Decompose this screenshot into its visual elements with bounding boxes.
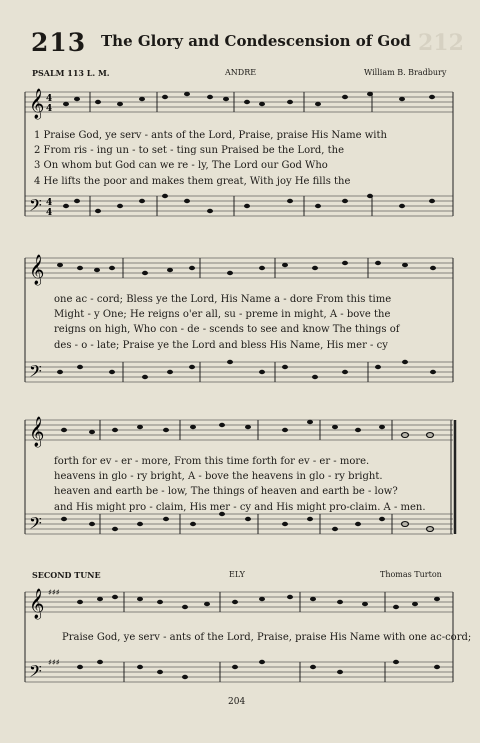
- hymn-title: The Glory and Condescension of God: [101, 32, 411, 50]
- lyric-line: reigns on high, Who con - de - scends to see and know The things of: [54, 324, 400, 336]
- verse-lyrics-system-2: [54, 292, 399, 353]
- lyric-line: 4 He lifts the poor and makes them great, With joy He fills the: [34, 175, 351, 187]
- svg-text:𝄢: 𝄢: [29, 513, 42, 537]
- second-tune-lyrics: [62, 630, 471, 645]
- second-tune-label: SECOND TUNE: [32, 570, 101, 580]
- lyric-line: heaven and earth be - low, The things of heaven and earth be - low?: [54, 486, 398, 498]
- lyric-line: Might - y One; He reigns o'er all, su - preme in might, A - bove the: [54, 309, 391, 321]
- lyric-line: forth for ev - er - more, From this time forth for ev - er - more.: [54, 456, 370, 467]
- lyric-line: heavens in glo - ry bright, A - bove the heavens in glo - ry bright.: [54, 471, 383, 483]
- svg-text:♯♯♯: ♯♯♯: [48, 588, 60, 597]
- composer-name: William B. Bradbury: [364, 68, 447, 77]
- lyric-line: 1 Praise God, ye serv - ants of the Lord, Praise, praise His Name with: [34, 130, 387, 141]
- second-tune-name: ELY: [229, 570, 245, 579]
- svg-text:4: 4: [46, 198, 53, 208]
- svg-text:♯♯♯: ♯♯♯: [48, 658, 60, 667]
- svg-text:𝄞: 𝄞: [29, 255, 45, 285]
- lyric-line: 3 On whom but God can we re - ly, The Lord our God Who: [34, 160, 328, 172]
- verse-lyrics-system-3: [54, 454, 426, 515]
- bleed-through-number: 212: [418, 30, 464, 56]
- lyric-line: des - o - late; Praise ye the Lord and bless His Name, His mer - cy: [54, 339, 388, 351]
- page-number: 204: [228, 697, 246, 707]
- lyric-line: 2 From ris - ing un - to set - ting sun Praised be the Lord, the: [34, 145, 345, 157]
- svg-text:4: 4: [46, 94, 53, 104]
- svg-text:𝄢: 𝄢: [29, 361, 42, 385]
- svg-text:𝄞: 𝄞: [29, 89, 45, 119]
- hymn-number: 213: [31, 28, 87, 57]
- second-tune-composer: Thomas Turton: [380, 570, 442, 579]
- lyric-line: Praise God, ye serv - ants of the Lord, Praise, praise His Name with one ac-cord;: [62, 632, 472, 643]
- svg-text:4: 4: [46, 104, 53, 114]
- lyric-line: and His might pro - claim, His mer - cy and His might pro-claim. A - men.: [54, 501, 426, 513]
- svg-text:4: 4: [46, 208, 53, 218]
- meter-label: PSALM 113 L. M.: [32, 68, 110, 78]
- tune-name: ANDRE: [225, 68, 257, 77]
- verse-lyrics-system-1: [34, 128, 387, 189]
- svg-text:𝄢: 𝄢: [29, 195, 42, 219]
- svg-text:𝄞: 𝄞: [29, 589, 45, 619]
- svg-text:𝄢: 𝄢: [29, 661, 42, 685]
- svg-text:𝄞: 𝄞: [29, 417, 45, 447]
- lyric-line: one ac - cord; Bless ye the Lord, His Name a - dore From this time: [54, 294, 392, 305]
